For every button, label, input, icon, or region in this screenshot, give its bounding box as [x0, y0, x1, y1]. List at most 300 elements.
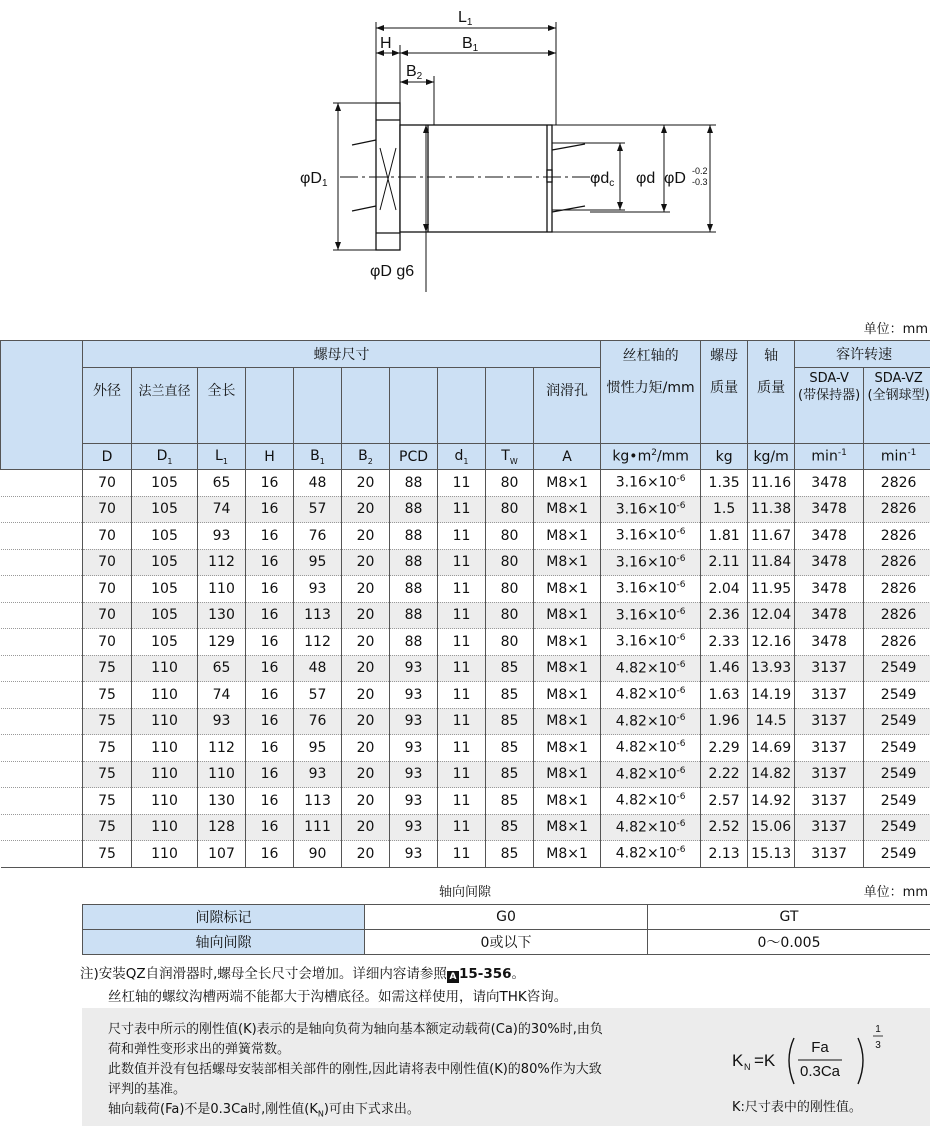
rigidity-formula — [732, 1022, 912, 1092]
cell-b1: 48 — [294, 655, 342, 682]
cell-d1: 11 — [438, 761, 486, 788]
cell-d1: 11 — [438, 841, 486, 868]
cell-b2: 20 — [342, 761, 390, 788]
cell-d: 70 — [83, 470, 132, 497]
cell-vz: 2549 — [864, 788, 930, 815]
cell-v: 3478 — [795, 470, 864, 497]
cell-d1: 11 — [438, 708, 486, 735]
cell-d1: 110 — [132, 682, 198, 709]
flange-header: 法兰直径 — [132, 368, 198, 444]
pcd-blank — [390, 368, 438, 444]
clearance-gt: GT — [648, 905, 930, 930]
model-cell — [1, 470, 83, 497]
cell-shaft-mass: 13.93 — [748, 655, 795, 682]
table-row — [1, 708, 930, 735]
cell-nut-mass: 2.52 — [701, 814, 748, 841]
cell-inertia: $4.82\times 10^{-6}$ — [601, 761, 701, 788]
cell-v: 3478 — [795, 523, 864, 550]
cell-d: 70 — [83, 549, 132, 576]
cell-pcd: 93 — [390, 682, 438, 709]
sym-inertia-unit: $kg•m^2/mm$ — [601, 444, 701, 470]
ball-screw-nut-drawing — [0, 0, 930, 300]
cell-tw: 85 — [486, 735, 534, 762]
formula-k-sub: N — [744, 1062, 751, 1072]
cell-l1: 107 — [198, 841, 246, 868]
sym-kg: kg — [701, 444, 748, 470]
shaft-mass-header: 轴 质量 — [748, 341, 795, 444]
cell-b2: 20 — [342, 655, 390, 682]
cell-nut-mass: 1.46 — [701, 655, 748, 682]
cell-h: 16 — [246, 496, 294, 523]
cell-tw: 80 — [486, 496, 534, 523]
cell-d1: 11 — [438, 496, 486, 523]
cell-d: 75 — [83, 761, 132, 788]
clearance-gt-value: 0～0.005 — [648, 930, 930, 955]
cell-b2: 20 — [342, 549, 390, 576]
cell-pcd: 93 — [390, 788, 438, 815]
b2-blank — [342, 368, 390, 444]
cell-d: 70 — [83, 576, 132, 603]
cell-b1: 112 — [294, 629, 342, 656]
cell-b1: 113 — [294, 602, 342, 629]
cell-b1: 93 — [294, 576, 342, 603]
table-row — [1, 470, 930, 497]
model-cell — [1, 655, 83, 682]
cell-b1: 48 — [294, 470, 342, 497]
cell-b1: 95 — [294, 549, 342, 576]
cell-d1: 11 — [438, 576, 486, 603]
cell-tw: 85 — [486, 761, 534, 788]
cell-d1: 11 — [438, 523, 486, 550]
cell-a: M8×1 — [534, 682, 601, 709]
cell-b1: 76 — [294, 523, 342, 550]
cell-nut-mass: 1.81 — [701, 523, 748, 550]
cell-d1: 11 — [438, 788, 486, 815]
cell-l1: 65 — [198, 655, 246, 682]
d-label: φd — [636, 170, 656, 187]
cell-nut-mass: 1.96 — [701, 708, 748, 735]
cell-b2: 20 — [342, 788, 390, 815]
table-row — [1, 629, 930, 656]
cell-shaft-mass: 14.19 — [748, 682, 795, 709]
sym-L1: $L_1$ — [198, 444, 246, 470]
cell-tw: 85 — [486, 708, 534, 735]
nut-mass-header: 螺母 质量 — [701, 341, 748, 444]
cell-vz: 2826 — [864, 470, 930, 497]
cell-l1: 74 — [198, 496, 246, 523]
sym-B1: $B_1$ — [294, 444, 342, 470]
cell-d1: 110 — [132, 788, 198, 815]
cell-b2: 20 — [342, 496, 390, 523]
cell-d: 75 — [83, 788, 132, 815]
cell-inertia: $4.82\times 10^{-6}$ — [601, 814, 701, 841]
cell-nut-mass: 2.22 — [701, 761, 748, 788]
cell-vz: 2549 — [864, 682, 930, 709]
rigidity-line-1: 尺寸表中所示的刚性值(K)表示的是轴向负荷为轴向基本额定动载荷(Ca)的30%时,由负 — [108, 1022, 603, 1037]
rigidity-line-5: 轴向载荷(Fa)不是0.3Ca时,刚性值$(K_N)$可由下式求出。 — [108, 1102, 420, 1119]
sym-PCD: PCD — [390, 444, 438, 470]
cell-tw: 80 — [486, 470, 534, 497]
cell-d1: 110 — [132, 708, 198, 735]
cell-a: M8×1 — [534, 523, 601, 550]
cell-vz: 2549 — [864, 708, 930, 735]
cell-b2: 20 — [342, 841, 390, 868]
cell-shaft-mass: 12.16 — [748, 629, 795, 656]
cell-inertia: $3.16\times 10^{-6}$ — [601, 470, 701, 497]
cell-a: M8×1 — [534, 735, 601, 762]
cell-b1: 113 — [294, 788, 342, 815]
cell-a: M8×1 — [534, 496, 601, 523]
cell-v: 3478 — [795, 629, 864, 656]
cell-d: 75 — [83, 655, 132, 682]
cell-l1: 74 — [198, 682, 246, 709]
cell-v: 3478 — [795, 576, 864, 603]
formula-k: K — [732, 1051, 744, 1070]
cell-a: M8×1 — [534, 549, 601, 576]
cell-shaft-mass: 12.04 — [748, 602, 795, 629]
cell-h: 16 — [246, 655, 294, 682]
sym-d1: $d_1$ — [438, 444, 486, 470]
cell-d1: 105 — [132, 602, 198, 629]
cell-pcd: 93 — [390, 761, 438, 788]
cell-d: 70 — [83, 496, 132, 523]
dg6-label: φD g6 — [370, 263, 415, 280]
cell-vz: 2826 — [864, 496, 930, 523]
cell-inertia: $4.82\times 10^{-6}$ — [601, 682, 701, 709]
sym-A: A — [534, 444, 601, 470]
cell-d: 75 — [83, 735, 132, 762]
cell-a: M8×1 — [534, 470, 601, 497]
b1-blank — [294, 368, 342, 444]
clearance-label-header: 间隙标记 — [83, 905, 365, 930]
dc-label: φdc — [590, 170, 615, 189]
cell-d1: 110 — [132, 814, 198, 841]
cell-tw: 85 — [486, 788, 534, 815]
cell-vz: 2826 — [864, 602, 930, 629]
cell-d: 70 — [83, 629, 132, 656]
cell-d1: 11 — [438, 682, 486, 709]
cell-l1: 128 — [198, 814, 246, 841]
cell-vz: 2826 — [864, 523, 930, 550]
cell-h: 16 — [246, 788, 294, 815]
cell-inertia: $3.16\times 10^{-6}$ — [601, 576, 701, 603]
cell-shaft-mass: 11.16 — [748, 470, 795, 497]
tw-blank — [486, 368, 534, 444]
cell-b2: 20 — [342, 523, 390, 550]
cell-h: 16 — [246, 708, 294, 735]
cell-d1: 110 — [132, 841, 198, 868]
table-row — [1, 761, 930, 788]
cell-b1: 57 — [294, 682, 342, 709]
clearance-title: 轴向间隙 — [438, 885, 491, 900]
cell-l1: 130 — [198, 602, 246, 629]
cell-a: M8×1 — [534, 814, 601, 841]
model-cell — [1, 761, 83, 788]
cell-inertia: $4.82\times 10^{-6}$ — [601, 708, 701, 735]
model-cell — [1, 629, 83, 656]
cell-l1: 93 — [198, 523, 246, 550]
cell-h: 16 — [246, 814, 294, 841]
model-cell — [1, 814, 83, 841]
cell-tw: 80 — [486, 629, 534, 656]
cell-pcd: 88 — [390, 602, 438, 629]
cell-l1: 65 — [198, 470, 246, 497]
cell-d: 75 — [83, 682, 132, 709]
sym-rpm2: $\min^{-1}$ — [864, 444, 930, 470]
cell-b2: 20 — [342, 629, 390, 656]
cell-l1: 110 — [198, 761, 246, 788]
cell-nut-mass: 1.35 — [701, 470, 748, 497]
cell-d1: 11 — [438, 814, 486, 841]
cell-a: M8×1 — [534, 761, 601, 788]
cell-a: M8×1 — [534, 629, 601, 656]
cell-nut-mass: 2.04 — [701, 576, 748, 603]
cell-vz: 2826 — [864, 629, 930, 656]
cell-pcd: 88 — [390, 576, 438, 603]
cell-nut-mass: 2.36 — [701, 602, 748, 629]
cell-b1: 76 — [294, 708, 342, 735]
cell-b1: 57 — [294, 496, 342, 523]
cell-shaft-mass: 11.38 — [748, 496, 795, 523]
cell-shaft-mass: 11.84 — [748, 549, 795, 576]
cell-pcd: 93 — [390, 708, 438, 735]
note-line-2: 丝杠轴的螺纹沟槽两端不能都大于沟槽底径。如需这样使用，请向THK咨询。 — [108, 989, 568, 1005]
rigidity-line-3: 此数值并没有包括螺母安装部相关部件的刚性,因此请将表中刚性值(K)的80%作为大致 — [108, 1062, 602, 1077]
cell-d: 75 — [83, 708, 132, 735]
cell-v: 3137 — [795, 682, 864, 709]
cell-b2: 20 — [342, 576, 390, 603]
cell-shaft-mass: 15.06 — [748, 814, 795, 841]
cell-v: 3478 — [795, 496, 864, 523]
cell-nut-mass: 1.63 — [701, 682, 748, 709]
sym-kgm: kg/m — [748, 444, 795, 470]
h-label: H — [380, 35, 392, 52]
inertia-header: 丝杠轴的 惯性力矩/mm — [601, 341, 701, 444]
cell-inertia: $3.16\times 10^{-6}$ — [601, 549, 701, 576]
cell-tw: 80 — [486, 549, 534, 576]
cell-shaft-mass: 11.67 — [748, 523, 795, 550]
cell-tw: 85 — [486, 814, 534, 841]
cell-l1: 93 — [198, 708, 246, 735]
cell-nut-mass: 2.29 — [701, 735, 748, 762]
cell-vz: 2549 — [864, 761, 930, 788]
model-cell — [1, 549, 83, 576]
cell-d: 75 — [83, 814, 132, 841]
formula-exp-num: 1 — [875, 1024, 881, 1035]
model-cell — [1, 788, 83, 815]
cell-shaft-mass: 15.13 — [748, 841, 795, 868]
d1-blank — [438, 368, 486, 444]
cell-nut-mass: 2.11 — [701, 549, 748, 576]
sym-Tw: $T_W$ — [486, 444, 534, 470]
sda-v-header: SDA-V (带保持器) — [795, 368, 864, 444]
reference-page: 15-356 — [458, 966, 512, 982]
dd-tol-lower: -0.3 — [692, 177, 708, 187]
cell-pcd: 88 — [390, 549, 438, 576]
dimension-table-body — [1, 470, 930, 868]
outer-header: 外径 — [83, 368, 132, 444]
cell-h: 16 — [246, 576, 294, 603]
k-note: K:尺寸表中的刚性值。 — [732, 1100, 862, 1115]
cell-d1: 110 — [132, 655, 198, 682]
cell-tw: 85 — [486, 841, 534, 868]
cell-pcd: 93 — [390, 841, 438, 868]
table-row — [1, 682, 930, 709]
formula-exp-den: 3 — [875, 1040, 881, 1051]
cell-a: M8×1 — [534, 602, 601, 629]
model-cell — [1, 576, 83, 603]
cell-vz: 2826 — [864, 576, 930, 603]
cell-h: 16 — [246, 682, 294, 709]
cell-d1: 105 — [132, 470, 198, 497]
cell-vz: 2826 — [864, 549, 930, 576]
cell-l1: 129 — [198, 629, 246, 656]
cell-b1: 95 — [294, 735, 342, 762]
length-header: 全长 — [198, 368, 246, 444]
sym-B2: $B_2$ — [342, 444, 390, 470]
cell-vz: 2549 — [864, 735, 930, 762]
cell-inertia: $3.16\times 10^{-6}$ — [601, 496, 701, 523]
cell-a: M8×1 — [534, 576, 601, 603]
cell-d: 75 — [83, 841, 132, 868]
table-row — [1, 576, 930, 603]
clearance-unit-label: 单位：mm — [863, 885, 928, 900]
table-row — [1, 814, 930, 841]
b2-label: B2 — [406, 63, 423, 82]
cell-tw: 80 — [486, 576, 534, 603]
cell-v: 3478 — [795, 549, 864, 576]
clearance-g0-value: 0或以下 — [365, 930, 648, 955]
cell-inertia: $4.82\times 10^{-6}$ — [601, 841, 701, 868]
left-paren — [789, 1038, 794, 1084]
sym-D: D — [83, 444, 132, 470]
cell-inertia: $3.16\times 10^{-6}$ — [601, 602, 701, 629]
cell-l1: 112 — [198, 549, 246, 576]
sym-H: H — [246, 444, 294, 470]
cell-a: M8×1 — [534, 841, 601, 868]
cell-h: 16 — [246, 629, 294, 656]
cell-b2: 20 — [342, 735, 390, 762]
d1-label: φD1 — [300, 170, 328, 189]
cell-d: 70 — [83, 602, 132, 629]
cell-a: M8×1 — [534, 655, 601, 682]
cell-b1: 111 — [294, 814, 342, 841]
cell-pcd: 93 — [390, 814, 438, 841]
cell-b1: 93 — [294, 761, 342, 788]
nut-dims-header: 螺母尺寸 — [83, 341, 601, 368]
cell-inertia: $4.82\times 10^{-6}$ — [601, 655, 701, 682]
cell-v: 3137 — [795, 841, 864, 868]
table-row — [1, 841, 930, 868]
dd-label: φD — [664, 170, 686, 187]
note-line-1: 注)安装QZ自润滑器时,螺母全长尺寸会增加。详细内容请参照 A 15-356。 — [80, 966, 526, 982]
cell-d1: 110 — [132, 761, 198, 788]
cell-tw: 80 — [486, 602, 534, 629]
model-cell — [1, 523, 83, 550]
formula-eq: =K — [754, 1051, 776, 1070]
table-row — [1, 523, 930, 550]
cell-nut-mass: 2.57 — [701, 788, 748, 815]
cell-b2: 20 — [342, 602, 390, 629]
lube-header: 润滑孔 — [534, 368, 601, 444]
cell-vz: 2549 — [864, 814, 930, 841]
table-row — [1, 602, 930, 629]
cell-nut-mass: 2.13 — [701, 841, 748, 868]
cell-shaft-mass: 14.5 — [748, 708, 795, 735]
cell-d1: 105 — [132, 496, 198, 523]
cell-h: 16 — [246, 735, 294, 762]
cell-d1: 11 — [438, 735, 486, 762]
cell-d1: 11 — [438, 549, 486, 576]
cell-b2: 20 — [342, 708, 390, 735]
rigidity-line-2: 荷和弹性变形求出的弹簧常数。 — [108, 1042, 291, 1057]
cell-shaft-mass: 11.95 — [748, 576, 795, 603]
clearance-g0: G0 — [365, 905, 648, 930]
cell-pcd: 88 — [390, 523, 438, 550]
cell-d1: 105 — [132, 629, 198, 656]
cell-h: 16 — [246, 470, 294, 497]
cell-h: 16 — [246, 602, 294, 629]
cell-d1: 110 — [132, 735, 198, 762]
cell-d1: 11 — [438, 629, 486, 656]
cell-h: 16 — [246, 523, 294, 550]
model-cell — [1, 496, 83, 523]
cell-d1: 105 — [132, 576, 198, 603]
cell-tw: 85 — [486, 655, 534, 682]
cell-d: 70 — [83, 523, 132, 550]
formula-denominator: 0.3Ca — [799, 1063, 841, 1080]
cell-vz: 2549 — [864, 841, 930, 868]
cell-tw: 85 — [486, 682, 534, 709]
cell-v: 3137 — [795, 655, 864, 682]
cell-d1: 105 — [132, 523, 198, 550]
sda-vz-header: SDA-VZ (全钢球型) — [864, 368, 930, 444]
cell-d1: 105 — [132, 549, 198, 576]
cell-pcd: 88 — [390, 496, 438, 523]
cell-pcd: 88 — [390, 629, 438, 656]
cell-b2: 20 — [342, 470, 390, 497]
unit-label: 单位：mm — [863, 322, 928, 337]
cell-d1: 11 — [438, 655, 486, 682]
cell-shaft-mass: 14.69 — [748, 735, 795, 762]
cell-pcd: 93 — [390, 735, 438, 762]
right-paren — [858, 1038, 863, 1084]
speed-header: 容许转速 — [795, 341, 930, 368]
cell-inertia: $3.16\times 10^{-6}$ — [601, 523, 701, 550]
rigidity-line-4: 评判的基准。 — [108, 1082, 187, 1097]
b1-label: B1 — [462, 35, 479, 54]
table-row — [1, 735, 930, 762]
sym-rpm1: $\min^{-1}$ — [795, 444, 864, 470]
table-row — [1, 549, 930, 576]
reference-icon: A — [447, 971, 459, 983]
cell-a: M8×1 — [534, 788, 601, 815]
cell-v: 3137 — [795, 788, 864, 815]
cell-shaft-mass: 14.92 — [748, 788, 795, 815]
cell-b2: 20 — [342, 682, 390, 709]
cell-pcd: 88 — [390, 470, 438, 497]
cell-inertia: $4.82\times 10^{-6}$ — [601, 788, 701, 815]
cell-a: M8×1 — [534, 708, 601, 735]
l1-label: L1 — [458, 9, 473, 28]
cell-inertia: $4.82\times 10^{-6}$ — [601, 735, 701, 762]
model-cell — [1, 602, 83, 629]
cell-d1: 11 — [438, 470, 486, 497]
table-row — [1, 788, 930, 815]
cell-h: 16 — [246, 841, 294, 868]
cell-v: 3478 — [795, 602, 864, 629]
cell-l1: 112 — [198, 735, 246, 762]
